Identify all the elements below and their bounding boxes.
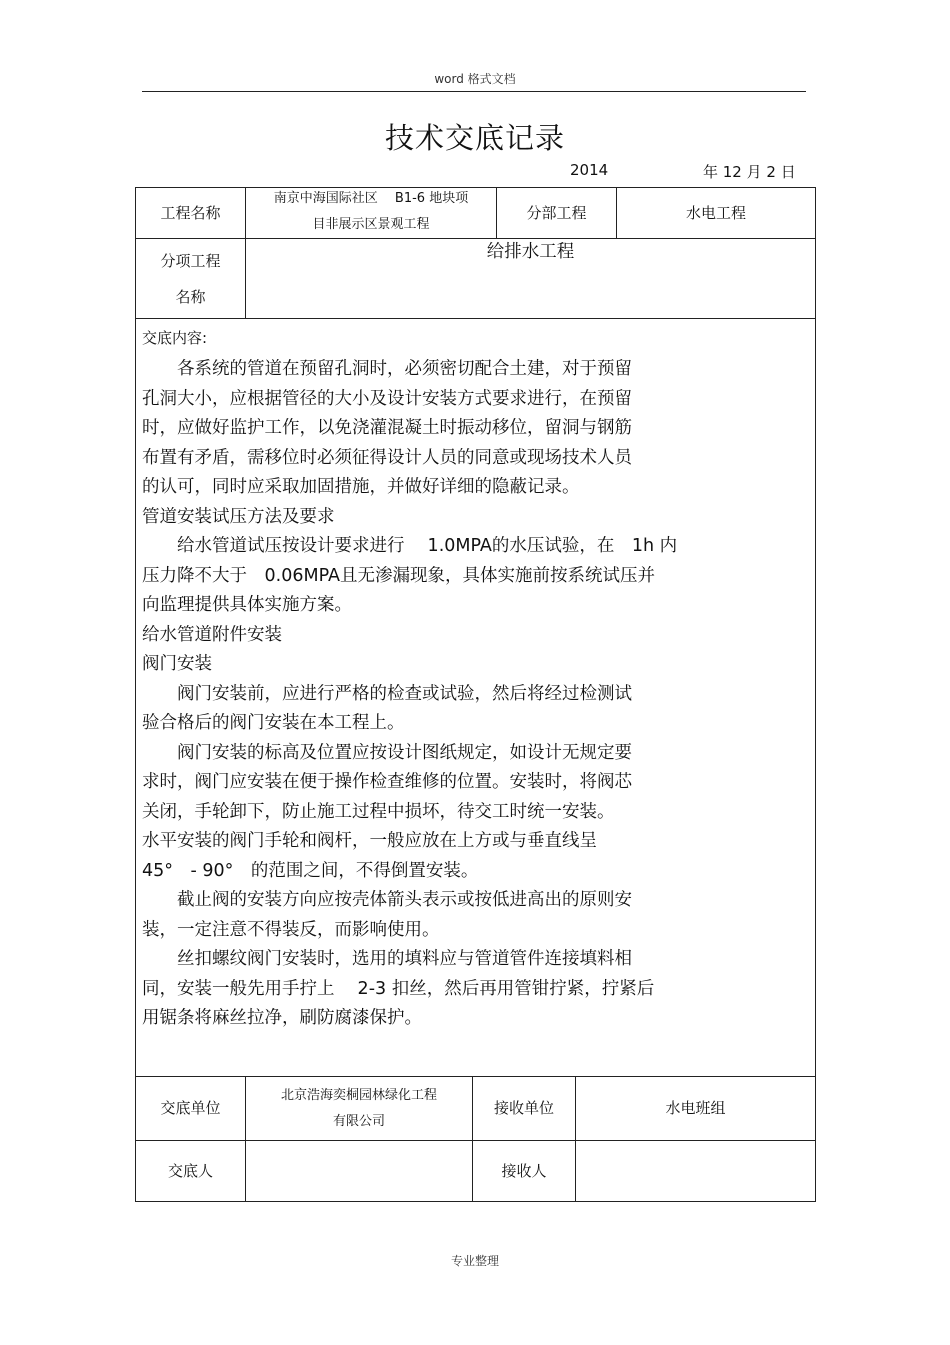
page-footer-text: 专业整理 [450,1254,499,1268]
content-line: 压力降不大于 0.06MPA且无渗漏现象，具体实施前按系统试压并 [142,565,655,586]
handover-person-label: 交底人 [167,1161,213,1180]
sub-project-value: 水电工程 [685,203,746,222]
table-border-left [135,187,136,1201]
item-name-label-line-1: 分项工程 [160,252,221,270]
handover-unit-value [246,1077,472,1140]
content-line: 水平安装的阀门手轮和阀杆，一般应放在上方或与垂直线呈 [142,831,597,851]
date-year: 2014 [570,161,609,179]
content-line: 布置有矛盾，需移位时必须征得设计人员的同意或现场技术人员 [142,447,632,468]
table-border-right [815,187,816,1201]
content-line: 向监理提供具体实施方案。 [142,595,352,615]
receiver-value [576,1141,815,1201]
section-heading: 管道安装试压方法及要求 [142,506,335,527]
content-line: 同，安装一般先用手拧上 2-3 扣丝，然后再用管钳拧紧，拧紧后 [142,978,655,999]
project-name-line-2: 目非展示区景观工程 [312,217,430,232]
content-line: 给水管道试压按设计要求进行 1.0MPA的水压试验，在 1h 内 [142,536,678,556]
section-heading: 阀门安装 [142,654,212,674]
date-month-day: 年 12 月 2 日 [703,163,796,181]
content-line: 阀门安装的标高及位置应按设计图纸规定，如设计无规定要 [142,742,632,763]
page-header-text: word 格式文档 [434,72,516,86]
handover-person-value [246,1141,472,1201]
content-line: 45° - 90° 的范围之间，不得倒置安装。 [142,860,479,881]
handover-unit-line-1: 北京浩海奕桐园林绿化工程 [280,1087,437,1103]
content-line: 丝扣螺纹阀门安装时，选用的填料应与管道管件连接填料相 [142,949,632,969]
handover-unit-line-2: 有限公司 [332,1113,385,1129]
content-line: 装，一定注意不得装反，而影响使用。 [142,919,440,940]
content-line: 用锯条将麻丝拉净，刷防腐漆保护。 [142,1008,422,1028]
handover-content [142,327,802,1034]
content-label: 交底内容: [142,329,208,347]
header-divider [142,91,806,92]
row-divider [135,318,816,319]
receiver-label: 接收人 [501,1161,547,1180]
content-line: 求时，阀门应安装在便于操作检查维修的位置。安装时，将阀芯 [142,772,632,792]
content-line: 截止阀的安装方向应按壳体箭头表示或按低进高出的原则安 [142,890,632,910]
item-name-label [136,243,245,315]
sub-project-label: 分部工程 [526,203,587,222]
receiving-unit-label: 接收单位 [493,1099,554,1118]
content-line: 的认可，同时应采取加固措施，并做好详细的隐蔽记录。 [142,477,580,497]
content-line: 阀门安装前，应进行严格的检查或试验，然后将经过检测试 [142,683,632,704]
item-name-label-line-2: 名称 [175,288,206,306]
content-line: 关闭，手轮卸下，防止施工过程中损坏，待交工时统一安装。 [142,801,615,822]
table-border-bottom [135,1201,816,1202]
handover-unit-label: 交底单位 [160,1099,221,1118]
content-line: 各系统的管道在预留孔洞时，必须密切配合土建，对于预留 [142,359,632,379]
item-name-value: 给排水工程 [486,242,575,262]
content-line: 孔洞大小，应根据管径的大小及设计安装方式要求进行，在预留 [142,388,632,409]
section-heading: 给水管道附件安装 [142,624,282,645]
receiving-unit-value: 水电班组 [665,1099,726,1118]
project-name-label: 工程名称 [160,203,221,222]
project-name-value [246,186,496,238]
content-line: 时，应做好监护工作，以免浇灌混凝土时振动移位，留洞与钢筋 [142,418,632,438]
document-title: 技术交底记录 [384,121,565,155]
project-name-line-1: 南京中海国际社区 B1-6 地块项 [273,191,469,206]
content-line: 验合格后的阀门安装在本工程上。 [142,713,405,733]
